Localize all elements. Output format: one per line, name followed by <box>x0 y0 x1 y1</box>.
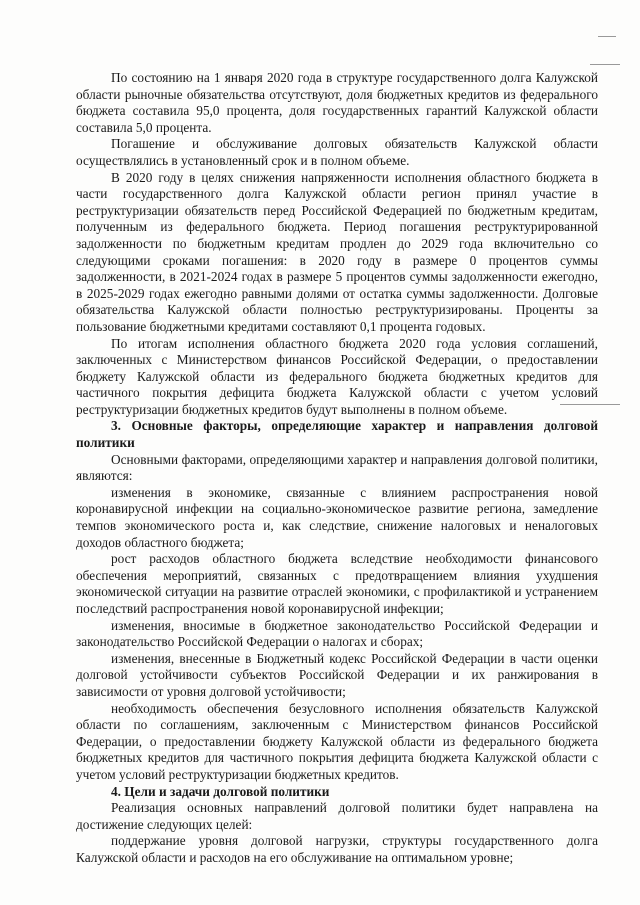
paragraph: поддержание уровня долговой нагрузки, структуры государственного долга Калужской области и расходов на его обслуживание на оптимальном уровне; <box>76 833 598 865</box>
paragraph: рост расходов областного бюджета вследствие необходимости финансового обеспечения мероприятий, связанных с предотвращением влияния ухудшения экономической ситуации на развитие отраслей экономики, с профилактикой и устранением последствий распространения новой коронавирусной инфекции; <box>76 551 598 616</box>
paragraph: Погашение и обслуживание долговых обязательств Калужской области осуществлялись в установленный срок и в полном объеме. <box>76 136 598 168</box>
paragraph: Реализация основных направлений долговой политики будет направлена на достижение следующих целей: <box>76 800 598 832</box>
paragraph: необходимость обеспечения безусловного исполнения обязательств Калужской области по соглашениям, заключенным с Министерством финансов Российской Федерации, о предоставлении бюджету Калужской области из федерального бюджета бюджетных кредитов для частичного покрытия дефицита бюджета Калужской области с учетом условий реструктуризации бюджетных кредитов. <box>76 700 598 782</box>
paragraph: В 2020 году в целях снижения напряженности исполнения областного бюджета в части государственного долга Калужской области регион принял участие в реструктуризации обязательств перед Российской Федерацией по бюджетным кредитам, полученным из федерального бюджета. Период погашения реструктурированной задолженности по бюджетным кредитам продлен до 2029 года включительно со следующими сроками погашения: в 2020 году в размере 0 процентов суммы задолженности, в 2021-2024 годах в размере 5 процентов суммы задолженности ежегодно, в 2025-2029 годах ежегодно равными долями от остатка суммы задолженности. Долговые обязательства Калужской области полностью реструктуризированы. Проценты за пользование бюджетными кредитами составляют 0,1 процента годовых. <box>76 169 598 334</box>
paragraph: По состоянию на 1 января 2020 года в структуре государственного долга Калужской области рыночные обязательства отсутствуют, доля бюджетных кредитов из федерального бюджета составила 95,0 процента, доля государственных гарантий Калужской области составила 5,0 процента. <box>76 70 598 135</box>
paragraph: Основными факторами, определяющими характер и направления долговой политики, являются: <box>76 451 598 484</box>
paragraph: изменения, вносимые в бюджетное законодательство Российской Федерации и законодательство Российской Федерации о налогах и сборах; <box>76 617 598 650</box>
document-page <box>76 70 598 867</box>
scan-artifact-line <box>598 36 616 37</box>
section-heading-3: 3. Основные факторы, определяющие характер и направления долговой политики <box>76 418 598 451</box>
paragraph: По итогам исполнения областного бюджета 2020 года условия соглашений, заключенных с Министерством финансов Российской Федерации, о предоставлении бюджету Калужской области из федерального бюджета бюджетных кредитов для частичного покрытия дефицита бюджета Калужской области с учетом условий реструктуризации бюджетных кредитов будут выполнены в полном объеме. <box>76 335 598 417</box>
scan-artifact-line <box>590 64 620 65</box>
paragraph: изменения, внесенные в Бюджетный кодекс Российской Федерации в части оценки долговой устойчивости субъектов Российской Федерации и их ранжирования в зависимости от уровня долговой устойчивости; <box>76 650 598 699</box>
paragraph: изменения в экономике, связанные с влиянием распространения новой коронавирусной инфекции на социально-экономическое развитие региона, замедление темпов экономического роста и, как следствие, снижение налоговых и неналоговых доходов областного бюджета; <box>76 484 598 550</box>
section-heading-4: 4. Цели и задачи долговой политики <box>111 783 330 799</box>
